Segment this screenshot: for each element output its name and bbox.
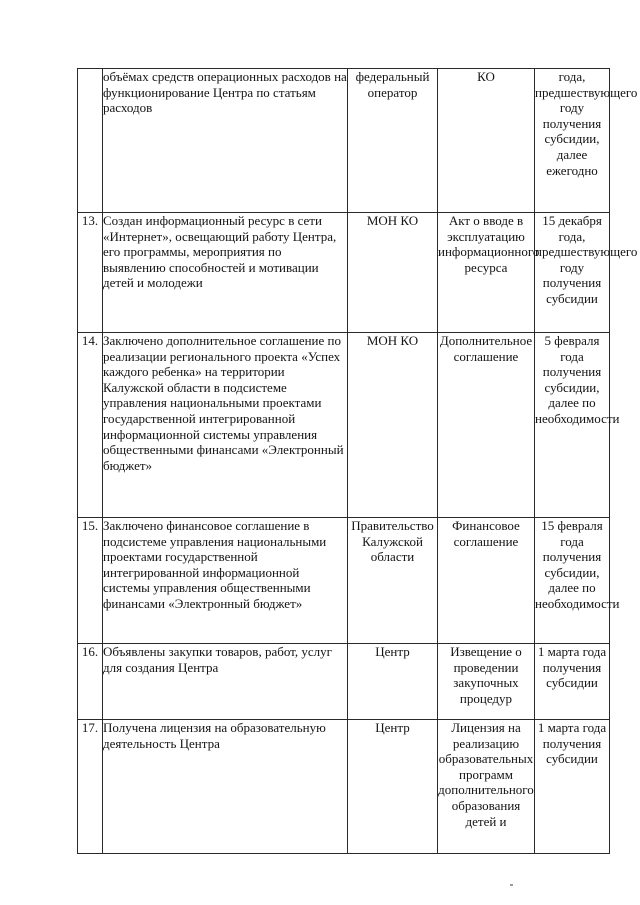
row-document: Извещение о проведении закупочных процедур xyxy=(438,644,535,720)
row-description: Объявлены закупки товаров, работ, услуг для создания Центра xyxy=(103,644,348,720)
row-description: Получена лицензия на образовательную деятельность Центра xyxy=(103,720,348,854)
row-number: 13. xyxy=(78,213,103,333)
row-executor: федеральный оператор xyxy=(348,69,438,213)
row-executor: МОН КО xyxy=(348,213,438,333)
row-deadline: 15 декабря года, предшествующего году получения субсидии xyxy=(535,213,610,333)
plan-table xyxy=(77,68,638,854)
table-row xyxy=(78,69,610,213)
row-deadline: 5 февраля года получения субсидии, далее по необходимости xyxy=(535,333,610,518)
table-row xyxy=(78,644,610,720)
row-executor: МОН КО xyxy=(348,333,438,518)
row-number: 16. xyxy=(78,644,103,720)
row-executor: Правительство Калужской области xyxy=(348,518,438,644)
row-number: 15. xyxy=(78,518,103,644)
row-description: Заключено дополнительное соглашение по реализации регионального проекта «Успех каждого ребенка» на территории Калужской области в подсистеме управления национальными проектами государственной интегрированной информационной системы управления общественными финансами «Электронный бюджет» xyxy=(103,333,348,518)
row-document: Финансовое соглашение xyxy=(438,518,535,644)
table-row xyxy=(78,720,610,854)
row-description: Создан информационный ресурс в сети «Интернет», освещающий работу Центра, его программы, мероприятия по выявлению способностей и мотивации детей и молодежи xyxy=(103,213,348,333)
row-deadline: 1 марта года получения субсидии xyxy=(535,644,610,720)
scan-speck xyxy=(510,884,513,886)
table-row xyxy=(78,518,610,644)
row-executor: Центр xyxy=(348,644,438,720)
row-description: Заключено финансовое соглашение в подсистеме управления национальными проектами государственной интегрированной информационной системы управления общественными финансами «Электронный бюджет» xyxy=(103,518,348,644)
row-number xyxy=(78,69,103,213)
row-document: Дополнительное соглашение xyxy=(438,333,535,518)
row-number: 14. xyxy=(78,333,103,518)
row-deadline: года, предшествующего году получения субсидии, далее ежегодно xyxy=(535,69,610,213)
row-deadline: 1 марта года получения субсидии xyxy=(535,720,610,854)
row-document: Лицензия на реализацию образовательных программ дополнительного образования детей и xyxy=(438,720,535,854)
table-row xyxy=(78,333,610,518)
row-document: КО xyxy=(438,69,535,213)
row-number: 17. xyxy=(78,720,103,854)
row-description: объёмах средств операционных расходов на функционирование Центра по статьям расходов xyxy=(103,69,348,213)
row-executor: Центр xyxy=(348,720,438,854)
row-deadline: 15 февраля года получения субсидии, далее по необходимости xyxy=(535,518,610,644)
table-row xyxy=(78,213,610,333)
row-document: Акт о вводе в эксплуатацию информационного ресурса xyxy=(438,213,535,333)
